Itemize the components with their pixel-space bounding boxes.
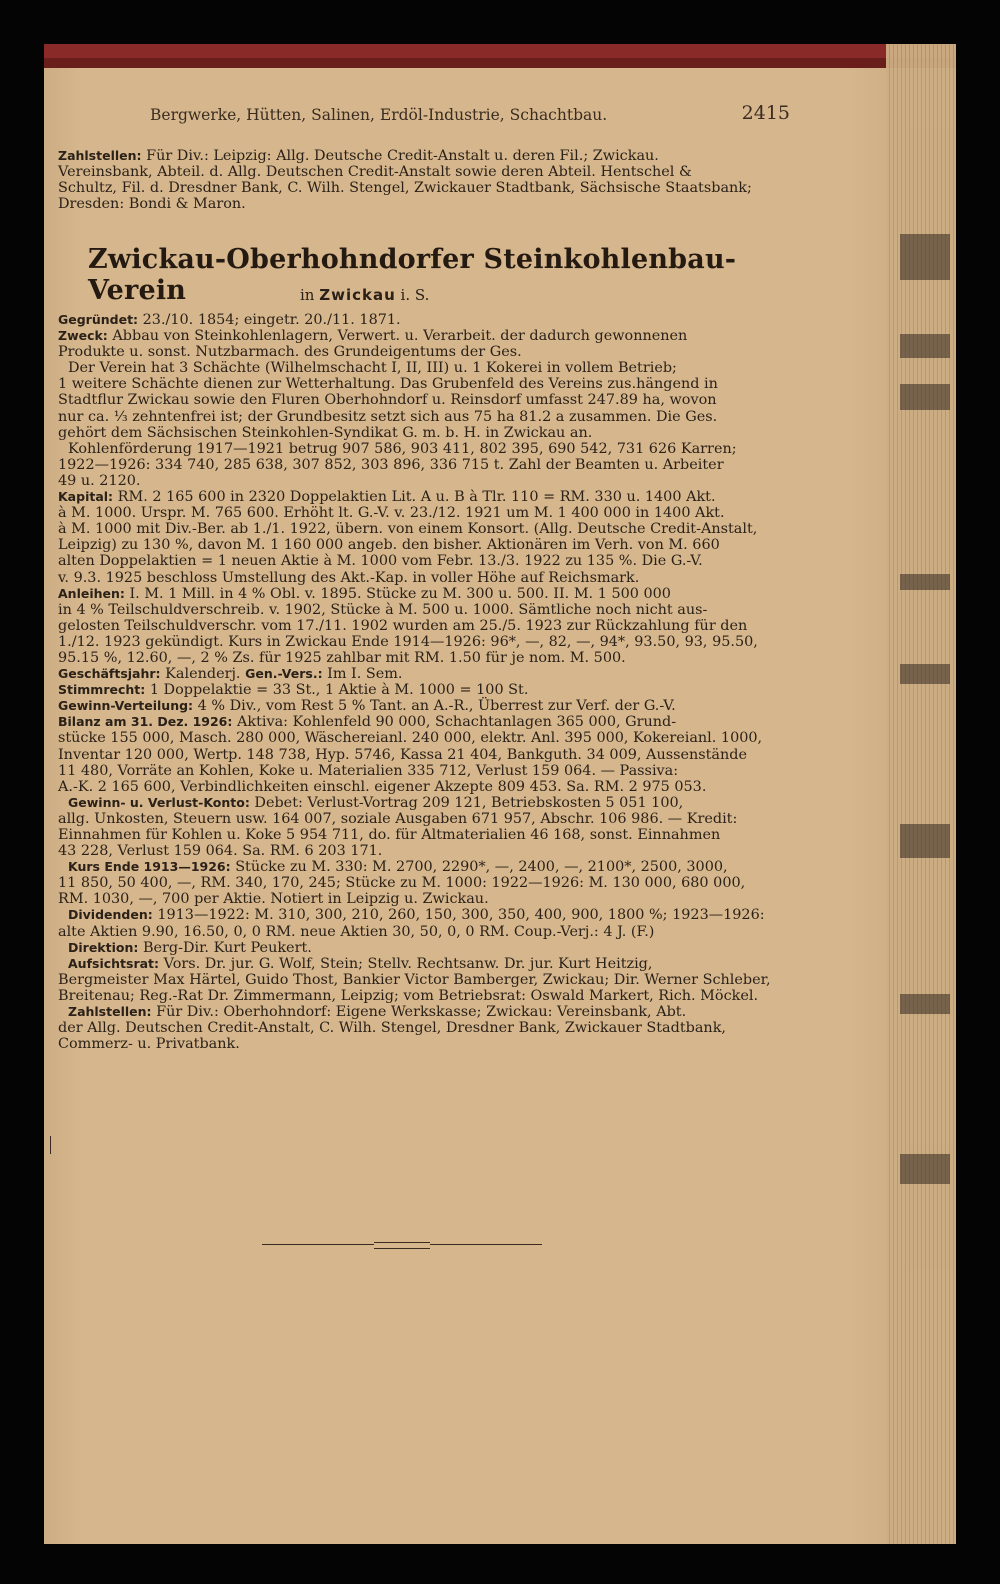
text-line [58,489,798,505]
field-text: Debet: Verlust-Vortrag 209 121, Betriebskosten 5 051 100, [249,794,684,811]
text-line [58,698,798,714]
text-line [58,714,798,730]
end-rule [262,1241,542,1249]
text-line [58,650,798,666]
text-line [58,570,798,586]
text-line [58,779,798,795]
field-text: Stücke zu M. 330: M. 2700, 2290*, —, 2400, —, 2100*, 2500, 3000, [230,859,728,876]
field-text: Commerz- u. Privatbank. [58,1036,240,1053]
text-line [58,521,798,537]
field-text: gelosten Teilschuldverschr. vom 17./11. 1902 wurden am 25./5. 1923 zur Rückzahlung für den [58,617,748,634]
text-line [58,409,798,425]
field-text: Produkte u. sonst. Nutzbarmach. des Grundeigentums der Ges. [58,344,522,361]
page-header [150,102,790,130]
field-text: Schultz, Fil. d. Dresdner Bank, C. Wilh. Stengel, Zwickauer Stadtbank, Sächsische Staatsbank; [58,180,752,197]
field-text: alten Doppelaktien = 1 neuen Aktie à M. 1000 vom Febr. 13./3. 1922 zu 135 %. Die G.-V. [58,553,703,570]
margin-mark [50,1136,51,1154]
text-line [58,972,798,988]
location-prefix: in [300,286,320,304]
location-city: Zwickau [319,286,396,304]
field-text: 1 weitere Schächte dienen zur Wetterhaltung. Das Grubenfeld des Vereins zus.hängend in [58,376,718,393]
text-line [58,763,798,779]
field-text: Für Div.: Oberhohndorf: Eigene Werkskasse; Zwickau: Vereinsbank, Abt. [151,1004,687,1021]
company-location [300,286,429,304]
text-line [58,196,798,212]
field-text: Der Verein hat 3 Schächte (Wilhelmschacht I, II, III) u. 1 Kokerei in vollem Betrieb; [68,360,677,377]
field-label: Zweck: [58,328,108,344]
text-line [58,586,798,602]
field-text: Berg-Dir. Kurt Peukert. [138,939,312,956]
text-line [58,843,798,859]
text-line [58,376,798,392]
field-text: gehört dem Sächsischen Steinkohlen-Syndikat G. m. b. H. in Zwickau an. [58,424,593,441]
field-text: alte Aktien 9.90, 16.50, 0, 0 RM. neue Aktien 30, 50, 0, 0 RM. Coup.-Verj.: 4 J. (F.) [58,923,655,940]
text-line [58,956,798,972]
text-line [58,988,798,1004]
text-line [58,682,798,698]
field-text: Inventar 120 000, Wertp. 148 738, Hyp. 5746, Kassa 21 404, Bankguth. 34 009, Aussenstände [58,746,748,763]
field-text: 4 % Div., vom Rest 5 % Tant. an A.-R., Überrest zur Verf. der G.-V. [193,698,676,715]
field-text: 1922—1926: 334 740, 285 638, 307 852, 303 896, 336 715 t. Zahl der Beamten u. Arbeiter [58,456,724,473]
field-label: Zahlstellen: [58,148,142,163]
field-label: Anleihen: [58,585,125,601]
text-line [58,360,798,376]
text-line [58,505,798,521]
field-label: Kurs Ende 1913—1926: [68,859,231,875]
text-line [58,441,798,457]
field-label: Direktion: [68,939,139,955]
field-label: Stimmrecht: [58,682,146,698]
text-line [58,730,798,746]
field-text: A.-K. 2 165 600, Verbindlichkeiten einschl. eigener Akzepte 809 453. Sa. RM. 2 975 053. [58,778,707,795]
text-line [58,907,798,923]
field-text: stücke 155 000, Masch. 280 000, Wäschereianl. 240 000, elektr. Anl. 395 000, Kokereianl. 1000, [58,730,763,747]
text-line [58,859,798,875]
text-line [58,392,798,408]
field-label: Aufsichtsrat: [68,955,160,971]
field-text: 11 480, Vorräte an Kohlen, Koke u. Materialien 335 712, Verlust 159 064. — Passiva: [58,762,679,779]
field-label: Kapital: [58,489,114,505]
field-label: Gewinn-Verteilung: [58,698,194,714]
field-text: Breitenau; Reg.-Rat Dr. Zimmermann, Leipzig; vom Betriebsrat: Oswald Markert, Rich. Möckel. [58,987,759,1004]
field-label: Geschäftsjahr: [58,666,161,682]
running-title: Bergwerke, Hütten, Salinen, Erdöl-Industrie, Schachtbau. [150,106,608,124]
text-line [58,1020,798,1036]
field-label: Gegründet: [58,312,139,327]
field-text: Aktiva: Kohlenfeld 90 000, Schachtanlagen 365 000, Grund- [232,714,677,731]
text-line [58,537,798,553]
field-label: Gewinn- u. Verlust-Konto: [68,794,250,810]
field-text: Bergmeister Max Härtel, Guido Thost, Bankier Victor Bamberger, Zwickau; Dir. Werner Schleber, [58,971,771,988]
company-title: Zwickau-Oberhohndorfer Steinkohlenbau-Verein [88,244,737,306]
binding-edge [44,44,956,68]
text-line [58,827,798,843]
text-line [58,940,798,956]
previous-entry-payment-offices [58,148,798,212]
text-line [58,666,798,682]
field-text: Vors. Dr. jur. G. Wolf, Stein; Stellv. Rechtsanw. Dr. jur. Kurt Heitzig, [159,955,653,972]
text-line [58,344,798,360]
field-text: 1 Doppelaktie = 33 St., 1 Aktie à M. 1000 = 100 St. [145,682,529,699]
field-text: 95.15 %, 12.60, —, 2 % Zs. für 1925 zahlbar mit RM. 1.50 für je nom. M. 500. [58,649,626,666]
text-line [58,811,798,827]
field-text: in 4 % Teilschuldverschreib. v. 1902, Stücke à M. 500 u. 1000. Sämtliche noch nicht aus- [58,601,708,618]
text-line [58,747,798,763]
field-text: 1913—1922: M. 310, 300, 210, 260, 150, 300, 350, 400, 900, 1800 %; 1923—1926: [152,907,765,924]
text-line [58,328,798,344]
text-line [58,795,798,811]
text-line [58,1036,798,1052]
field-text: allg. Unkosten, Steuern usw. 164 007, soziale Ausgaben 671 957, Abschr. 106 986. — Kredit: [58,810,738,827]
field-text: Stadtflur Zwickau sowie den Fluren Oberhohndorf u. Reinsdorf umfasst 247.89 ha, wovon [58,392,717,409]
field-label: Gen.-Vers.: [245,666,323,682]
field-text: Kalenderj. [160,666,246,683]
field-text: Vereinsbank, Abteil. d. Allg. Deutschen Credit-Anstalt sowie deren Abteil. Hentschel & [58,164,692,181]
field-text: RM. 1030, —, 700 per Aktie. Notiert in Leipzig u. Zwickau. [58,891,489,908]
text-line [58,618,798,634]
page-number: 2415 [741,102,790,124]
field-text: Für Div.: Leipzig: Allg. Deutsche Credit-Anstalt u. deren Fil.; Zwickau. [141,148,659,164]
field-text: 11 850, 50 400, —, RM. 340, 170, 245; Stücke zu M. 1000: 1922—1926: M. 130 000, 680 000, [58,875,746,892]
field-text: 43 228, Verlust 159 064. Sa. RM. 6 203 171. [58,843,383,860]
field-text: 23./10. 1854; eingetr. 20./11. 1871. [138,312,401,328]
text-line [58,891,798,907]
field-text: der Allg. Deutschen Credit-Anstalt, C. Wilh. Stengel, Dresdner Bank, Zwickauer Stadtbank, [58,1020,726,1037]
field-text: 1./12. 1923 gekündigt. Kurs in Zwickau Ende 1914—1926: 96*, —, 82, —, 94*, 93.50, 93, 95.50, [58,633,758,650]
text-line [58,148,798,164]
text-line [58,875,798,891]
field-text: v. 9.3. 1925 beschloss Umstellung des Akt.-Kap. in voller Höhe auf Reichsmark. [58,569,640,586]
field-text: 49 u. 2120. [58,472,141,489]
field-text: à M. 1000. Urspr. M. 765 600. Erhöht lt. G.-V. v. 23./12. 1921 um M. 1 400 000 in 1400 Akt. [58,505,725,522]
page-edges [886,44,956,1544]
text-line [58,1004,798,1020]
location-suffix: i. S. [395,286,430,304]
field-text: à M. 1000 mit Div.-Ber. ab 1./1. 1922, übern. von einem Konsort. (Allg. Deutsche Credit-Anstalt, [58,521,758,538]
text-line [58,602,798,618]
company-entry-body [58,312,798,1052]
field-text: Kohlenförderung 1917—1921 betrug 907 586, 903 411, 802 395, 690 542, 731 626 Karren; [68,440,737,457]
text-line [58,312,798,328]
field-text: Im I. Sem. [322,666,403,683]
text-line [58,164,798,180]
field-text: Leipzig) zu 130 %, davon M. 1 160 000 angeb. den bisher. Aktionären im Verh. von M. 660 [58,537,720,554]
text-line [58,180,798,196]
field-text: Dresden: Bondi & Maron. [58,196,246,213]
text-line [58,473,798,489]
text-line [58,634,798,650]
text-line [58,457,798,473]
field-text: I. M. 1 Mill. in 4 % Obl. v. 1895. Stücke zu M. 300 u. 500. II. M. 1 500 000 [124,585,671,602]
field-text: RM. 2 165 600 in 2320 Doppelaktien Lit. A u. B à Tlr. 110 = RM. 330 u. 1400 Akt. [113,489,716,506]
field-text: nur ca. ⅓ zehntenfrei ist; der Grundbesitz setzt sich aus 75 ha 81.2 a zusammen. Die Ges. [58,408,718,425]
field-label: Dividenden: [68,907,153,923]
text-line [58,924,798,940]
field-text: Einnahmen für Kohlen u. Koke 5 954 711, do. für Altmaterialien 46 168, sonst. Einnahmen [58,827,721,843]
field-label: Zahlstellen: [68,1004,152,1020]
text-line [58,425,798,441]
field-label: Bilanz am 31. Dez. 1926: [58,714,233,730]
text-line [58,553,798,569]
field-text: Abbau von Steinkohlenlagern, Verwert. u. Verarbeit. der dadurch gewonnenen [107,328,688,345]
